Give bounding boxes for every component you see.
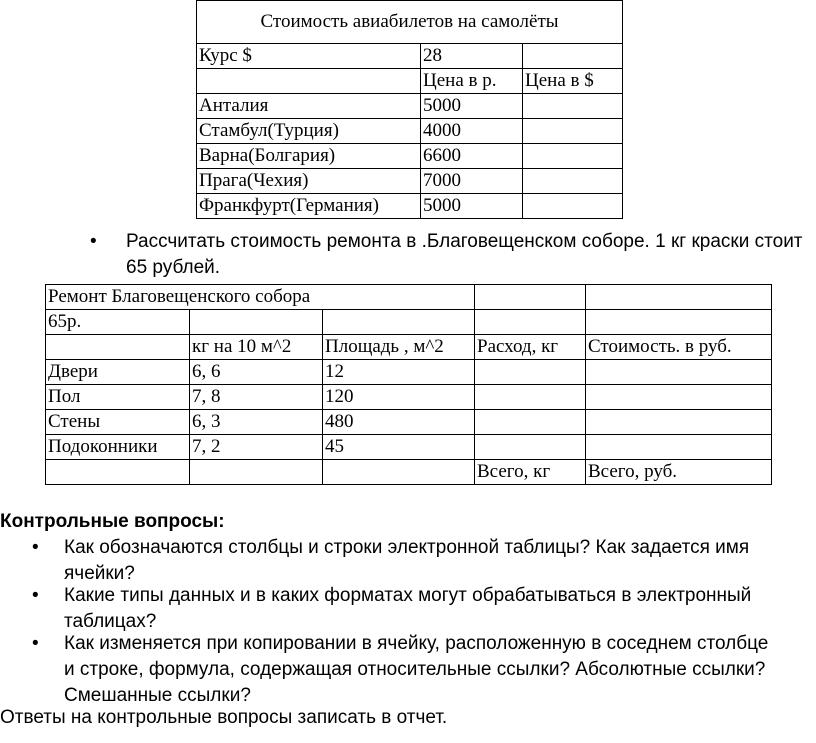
empty-cell: [586, 410, 772, 435]
table-row: [46, 385, 772, 410]
table-row: [46, 335, 772, 360]
empty-cell: [190, 460, 323, 485]
empty-cell: [323, 460, 475, 485]
empty-cell: [475, 385, 586, 410]
price-note: 65р.: [46, 310, 190, 335]
rate-value: 28: [421, 44, 523, 69]
usd-cell: [523, 94, 623, 119]
empty-cell: [323, 310, 475, 335]
table-row: [46, 360, 772, 385]
empty-cell: [586, 285, 772, 310]
header-kg: кг на 10 м^2: [190, 335, 323, 360]
item-kg: 7, 8: [190, 385, 323, 410]
usd-cell: [523, 194, 623, 219]
empty-cell: [586, 385, 772, 410]
questions-heading: Контрольные вопросы:: [0, 511, 225, 532]
header-consumption: Расход, кг: [475, 335, 586, 360]
price-cell: 4000: [421, 119, 523, 144]
airfare-table: [196, 0, 623, 219]
item-name: Двери: [46, 360, 190, 385]
table-row: [46, 460, 772, 485]
price-cell: 5000: [421, 94, 523, 119]
empty-cell: [586, 360, 772, 385]
empty-cell: [190, 310, 323, 335]
city-cell: Варна(Болгария): [197, 144, 421, 169]
question-text: Какие типы данных и в каких форматах могут обрабатываться в электронный таблицах?: [64, 585, 752, 632]
bullet: •: [32, 633, 39, 654]
header-cost: Стоимость. в руб.: [586, 335, 772, 360]
header-price-usd: Цена в $: [523, 69, 623, 94]
item-area: 12: [323, 360, 475, 385]
total-rub: Всего, руб.: [586, 460, 772, 485]
table-row: [197, 44, 623, 69]
table-row: [46, 410, 772, 435]
question-text: Как изменяется при копировании в ячейку, расположенную в соседнем столбце и строке, формула, содержащая относительные ссылки? Абсолютные ссылки? Смешанные ссылки?: [64, 633, 769, 706]
item-area: 120: [323, 385, 475, 410]
item-kg: 6, 6: [190, 360, 323, 385]
empty-cell: [586, 310, 772, 335]
empty-cell: [475, 285, 586, 310]
price-cell: 5000: [421, 194, 523, 219]
item-kg: 7, 2: [190, 435, 323, 460]
empty-cell: [586, 435, 772, 460]
header-area: Площадь , м^2: [323, 335, 475, 360]
table-row: [46, 285, 772, 310]
empty-cell: [46, 335, 190, 360]
usd-cell: [523, 169, 623, 194]
empty-cell: [475, 410, 586, 435]
table-row: [197, 169, 623, 194]
city-cell: Прага(Чехия): [197, 169, 421, 194]
usd-cell: [523, 119, 623, 144]
item-name: Стены: [46, 410, 190, 435]
table-row: [197, 119, 623, 144]
empty-cell: [523, 44, 623, 69]
item-area: 45: [323, 435, 475, 460]
task-bullet: •: [90, 231, 97, 252]
empty-cell: [475, 310, 586, 335]
table-row: [197, 194, 623, 219]
table-row: [197, 94, 623, 119]
bullet: •: [32, 585, 39, 606]
repair-table-title: Ремонт Благовещенского собора: [46, 285, 475, 310]
city-cell: Анталия: [197, 94, 421, 119]
task-text: Рассчитать стоимость ремонта в .Благовещенском соборе. 1 кг краски стоит 65 рублей.: [126, 231, 803, 278]
city-cell: Франкфурт(Германия): [197, 194, 421, 219]
city-cell: Стамбул(Турция): [197, 119, 421, 144]
price-cell: 6600: [421, 144, 523, 169]
empty-cell: [475, 360, 586, 385]
item-area: 480: [323, 410, 475, 435]
table-row: [197, 144, 623, 169]
usd-cell: [523, 144, 623, 169]
repair-table: [45, 284, 772, 485]
item-name: Подоконники: [46, 435, 190, 460]
item-kg: 6, 3: [190, 410, 323, 435]
header-price-rub: Цена в р.: [421, 69, 523, 94]
rate-label: Курс $: [197, 44, 421, 69]
table-row: [197, 69, 623, 94]
question-text: Как обозначаются столбцы и строки электронной таблицы? Как задается имя ячейки?: [64, 537, 750, 584]
footer-note: Ответы на контрольные вопросы записать в отчет.: [0, 707, 448, 728]
price-cell: 7000: [421, 169, 523, 194]
table-row: [46, 435, 772, 460]
bullet: •: [32, 537, 39, 558]
empty-cell: [197, 69, 421, 94]
empty-cell: [475, 435, 586, 460]
airfare-table-title: Стоимость авиабилетов на самолёты: [197, 1, 623, 44]
empty-cell: [46, 460, 190, 485]
table-row: [46, 310, 772, 335]
item-name: Пол: [46, 385, 190, 410]
total-kg: Всего, кг: [475, 460, 586, 485]
